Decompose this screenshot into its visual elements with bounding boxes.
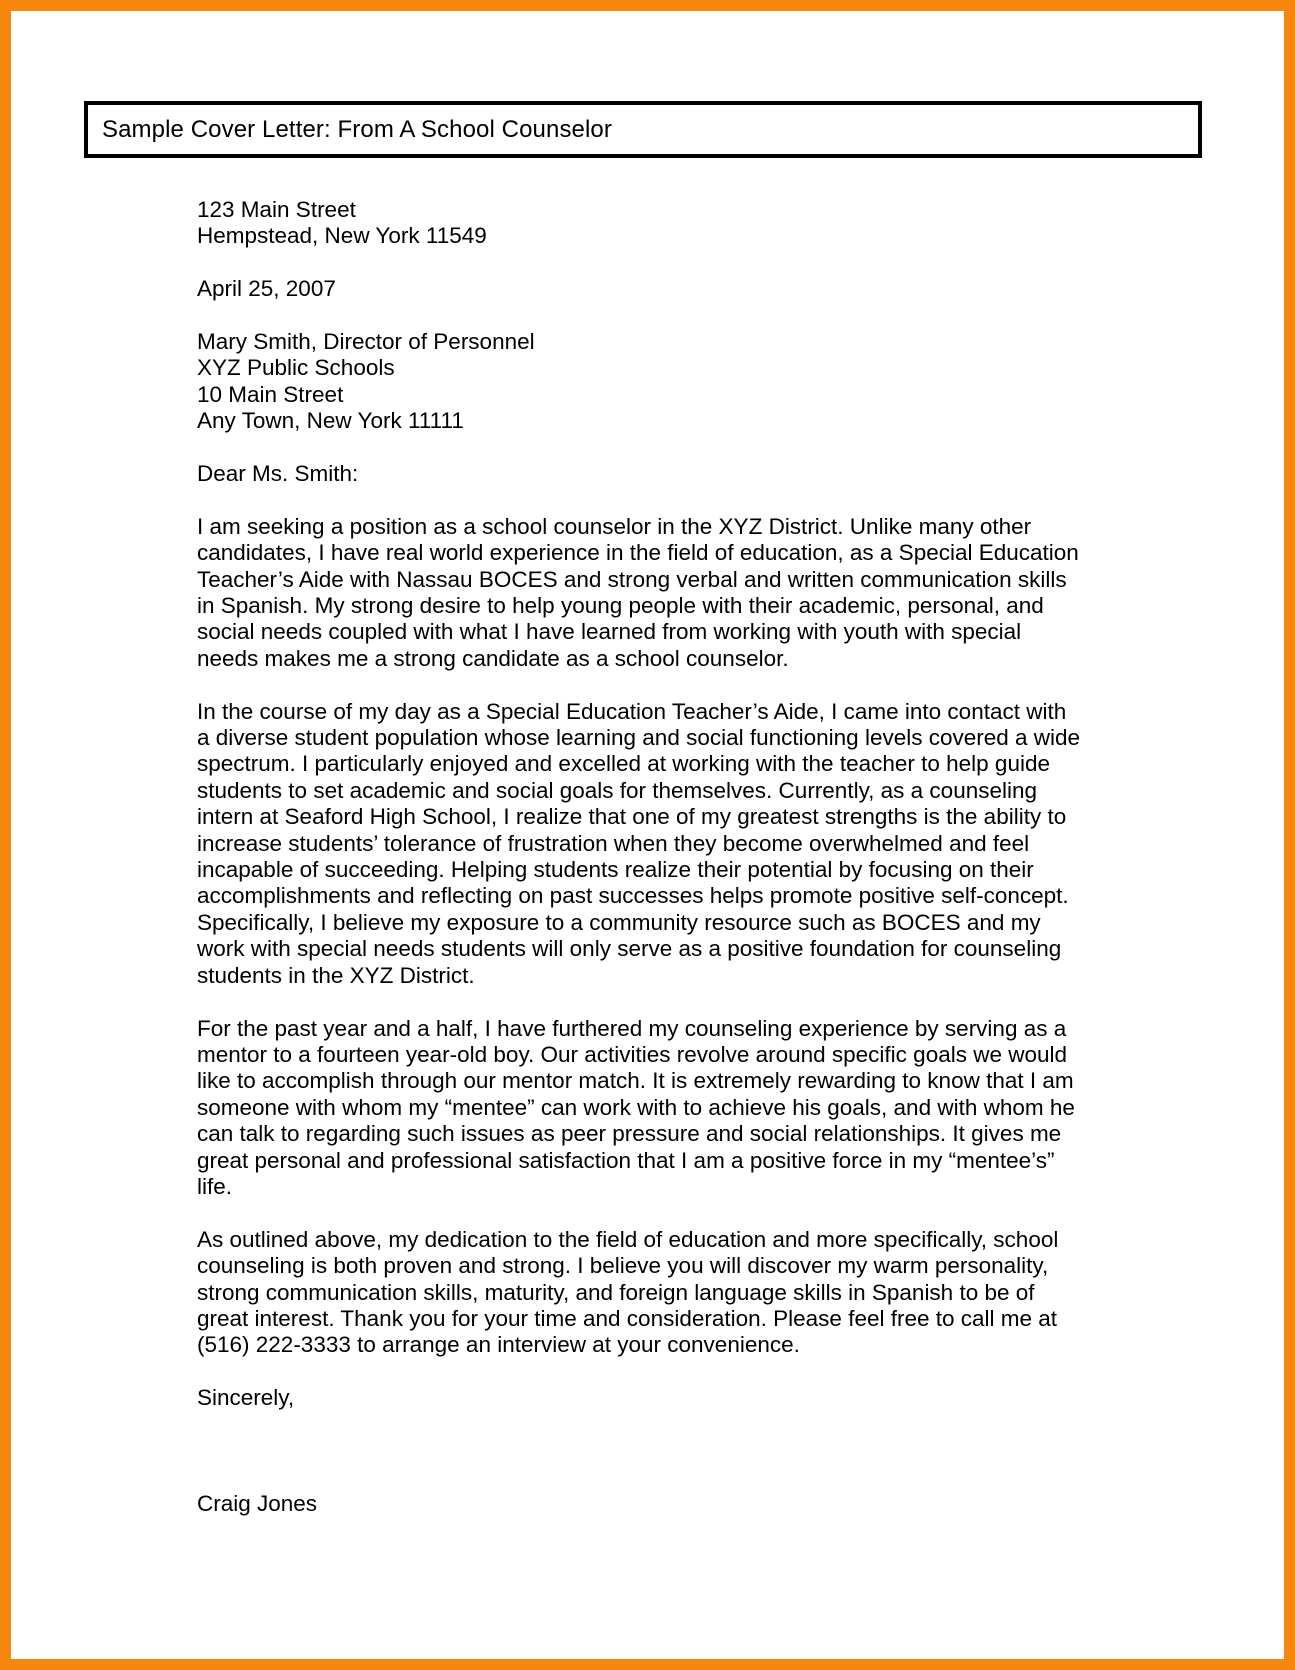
body-paragraphs (197, 514, 1197, 1385)
paragraph-line: accomplishments and reflecting on past successes helps promote positive self-concept. (197, 883, 1069, 909)
title-box (84, 101, 1202, 158)
sender-address-line: 123 Main Street (197, 197, 356, 222)
paragraph-line: spectrum. I particularly enjoyed and excelled at working with the teacher to help guide (197, 751, 1050, 777)
paragraph-line: social needs coupled with what I have learned from working with youth with special (197, 619, 1022, 645)
paragraph-line: Specifically, I believe my exposure to a community resource such as BOCES and my (197, 909, 1041, 935)
paragraph-line: in Spanish. My strong desire to help young people with their academic, personal, and (197, 593, 1044, 619)
body-paragraph (197, 699, 1197, 989)
paragraph-line: needs makes me a strong candidate as a school counselor. (197, 645, 789, 671)
signature: Craig Jones (197, 1490, 318, 1516)
paragraph-line: increase students’ tolerance of frustration when they become overwhelmed and feel (197, 830, 1030, 856)
document-title: Sample Cover Letter: From A School Counselor (102, 115, 612, 143)
paragraph-line: incapable of succeeding. Helping students realize their potential by focusing on their (197, 857, 1034, 883)
paragraph-line: strong communication skills, maturity, and foreign language skills in Spanish to be of (197, 1279, 1035, 1305)
paragraph-line: candidates, I have real world experience in the field of education, as a Special Education (197, 540, 1079, 566)
paragraph-line: Teacher’s Aide with Nassau BOCES and strong verbal and written communication skills (197, 566, 1067, 592)
recipient-line: XYZ Public Schools (197, 355, 395, 381)
paragraph-line: counseling is both proven and strong. I believe you will discover my warm personality, (197, 1253, 1049, 1279)
paragraph-line: a diverse student population whose learning and social functioning levels covered a wide (197, 725, 1081, 751)
paragraph-line: can talk to regarding such issues as peer pressure and social relationships. It gives me (197, 1121, 1062, 1147)
sender-address-line: Hempstead, New York 11549 (197, 223, 487, 249)
body-paragraph (197, 514, 1197, 672)
paragraph-line: students to set academic and social goals for themselves. Currently, as a counseling (197, 777, 1038, 803)
paragraph-line: someone with whom my “mentee” can work with to achieve his goals, and with whom he (197, 1094, 1075, 1120)
recipient-line: Mary Smith, Director of Personnel (197, 329, 535, 354)
body-paragraph (197, 1016, 1197, 1201)
paragraph-line: I am seeking a position as a school counselor in the XYZ District. Unlike many other (197, 513, 1032, 539)
paragraph-line: life. (197, 1173, 233, 1199)
paragraph-line: For the past year and a half, I have furthered my counseling experience by serving as a (197, 1015, 1067, 1041)
paragraph-line: In the course of my day as a Special Education Teacher’s Aide, I came into contact with (197, 698, 1067, 724)
paragraph-line: like to accomplish through our mentor match. It is extremely rewarding to know that I am (197, 1068, 1074, 1094)
paragraph-line: great interest. Thank you for your time and consideration. Please feel free to call me at (197, 1305, 1058, 1331)
paragraph-line: students in the XYZ District. (197, 962, 475, 988)
recipient-line: 10 Main Street (197, 381, 344, 407)
salutation: Dear Ms. Smith: (197, 461, 359, 487)
body-paragraph (197, 1227, 1197, 1359)
recipient-address (197, 329, 1197, 435)
paragraph-line: As outlined above, my dedication to the field of education and more specifically, school (197, 1226, 1059, 1252)
recipient-line: Any Town, New York 11111 (197, 408, 464, 434)
paragraph-line: work with special needs students will only serve as a positive foundation for counseling (197, 936, 1062, 962)
sender-address (197, 197, 1197, 250)
paragraph-line: great personal and professional satisfaction that I am a positive force in my “mentee’s” (197, 1147, 1055, 1173)
paragraph-line: (516) 222-3333 to arrange an interview at your convenience. (197, 1332, 800, 1358)
letter-body (197, 197, 1197, 1517)
letter-date: April 25, 2007 (197, 276, 336, 302)
paragraph-line: intern at Seaford High School, I realize that one of my greatest strengths is the ability to (197, 804, 1067, 830)
closing: Sincerely, (197, 1385, 295, 1411)
paragraph-line: mentor to a fourteen year-old boy. Our activities revolve around specific goals we would (197, 1041, 1068, 1067)
